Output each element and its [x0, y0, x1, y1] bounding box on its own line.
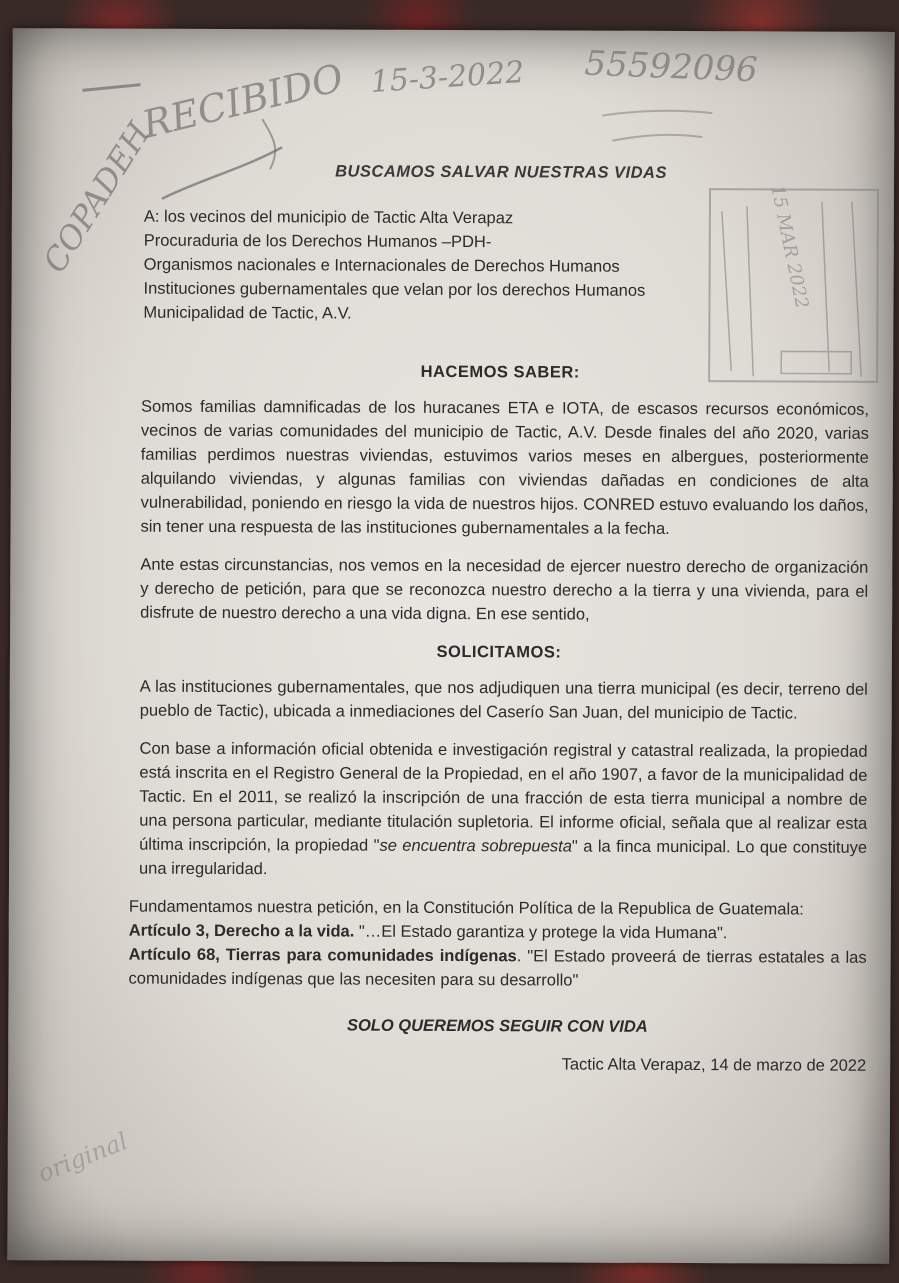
- handwritten-phone: 55592096: [583, 43, 759, 91]
- paragraph-5: [128, 895, 866, 994]
- article-3-text: "…El Estado garantiza y protege la vida Humana".: [354, 922, 728, 943]
- recipient-line: Instituciones gubernamentales que velan por los derechos Humanos: [143, 279, 646, 300]
- section-heading-solicitamos: SOLICITAMOS:: [436, 642, 562, 662]
- recipient-line: Organismos nacionales e Internacionales de Derechos Humanos: [143, 255, 620, 276]
- paragraph-4-quote: se encuentra sobrepuesta: [379, 836, 572, 856]
- paragraph-5-intro: Fundamentamos nuestra petición, en la Constitución Política de la Republica de Guatemala:: [128, 897, 804, 919]
- handwritten-original: original: [33, 1126, 132, 1188]
- recipient-line: Procuraduria de los Derechos Humanos –PDH-: [143, 231, 492, 252]
- recipients-list: [143, 205, 870, 328]
- recipient-line: A: los vecinos del municipio de Tactic Alta Verapaz: [143, 207, 514, 228]
- paragraph-4-end: " a la finca municipal. Lo que constituye una irregularidad.: [138, 837, 868, 879]
- paragraph-3: A las instituciones gubernamentales, que nos adjudiquen una tierra municipal (es decir, terreno del pueblo de Tactic), ubicada a inmediaciones del Caserío San Juan, del municipio de Tactic.: [139, 677, 868, 723]
- article-68-text: . "El Estado proveerá de tierras estatales a las comunidades indígenas que las necesiten para su desarrollo": [128, 947, 867, 990]
- place-and-date: Tactic Alta Verapaz, 14 de marzo de 2022: [561, 1055, 867, 1075]
- closing-statement: SOLO QUEREMOS SEGUIR CON VIDA: [346, 1016, 648, 1036]
- document-title: BUSCAMOS SALVAR NUESTRAS VIDAS: [335, 162, 668, 182]
- document-body: [128, 159, 870, 1078]
- handwritten-received: RECIBIDO: [138, 55, 348, 147]
- paragraph-4-text: Con base a información oficial obtenida e investigación registral y catastral realizada, la propiedad está inscrita en el Registro General de la Propiedad, en el año 1907, a favor de la municipalidad de Tactic. En el 2011, se realizó la inscripción de una fracción de esta tierra municipal a nombre de una persona particular, mediante titulación supletoria. El informe oficial, señala que al realizar esta última inscripción, la propiedad ": [139, 739, 868, 855]
- section-heading-hacemos-saber: HACEMOS SABER:: [420, 362, 580, 382]
- handwritten-agency: COPADEH: [35, 115, 158, 280]
- recipient-line: Municipalidad de Tactic, A.V.: [143, 303, 352, 323]
- handwritten-date: 15-3-2022: [369, 54, 526, 100]
- paragraph-2: Ante estas circunstancias, nos vemos en la necesidad de ejercer nuestro derecho de organización y derecho de petición, para que se reconozca nuestro derecho a la tierra y una vivienda, para el disfrute de nuestro derecho a una vida digna. En ese sentido,: [140, 555, 869, 624]
- stamp-date: 15 MAR 2022: [766, 183, 813, 311]
- paragraph-4: [129, 737, 868, 884]
- paragraph-1: Somos familias damnificadas de los huracanes ETA e IOTA, de escasos recursos económicos, vecinos de varias comunidades del municipio de Tactic, A.V. Desde finales del año 2020, varias familias perdimos nuestras viviendas, estuvimos varios meses en albergues, posteriormente alquilando viviendas, y algunas familias con viviendas dañadas en condiciones de alta vulnerabilidad, poniendo en riesgo la vida de nuestros hijos. CONRED estuvo evaluando los daños, sin tener una respuesta de las instituciones gubernamentales a la fecha.: [140, 397, 870, 538]
- article-68-label: Artículo 68, Tierras para comunidades indígenas: [128, 945, 517, 966]
- document-page: [7, 28, 894, 1264]
- article-3-label: Artículo 3, Derecho a la vida.: [128, 921, 355, 941]
